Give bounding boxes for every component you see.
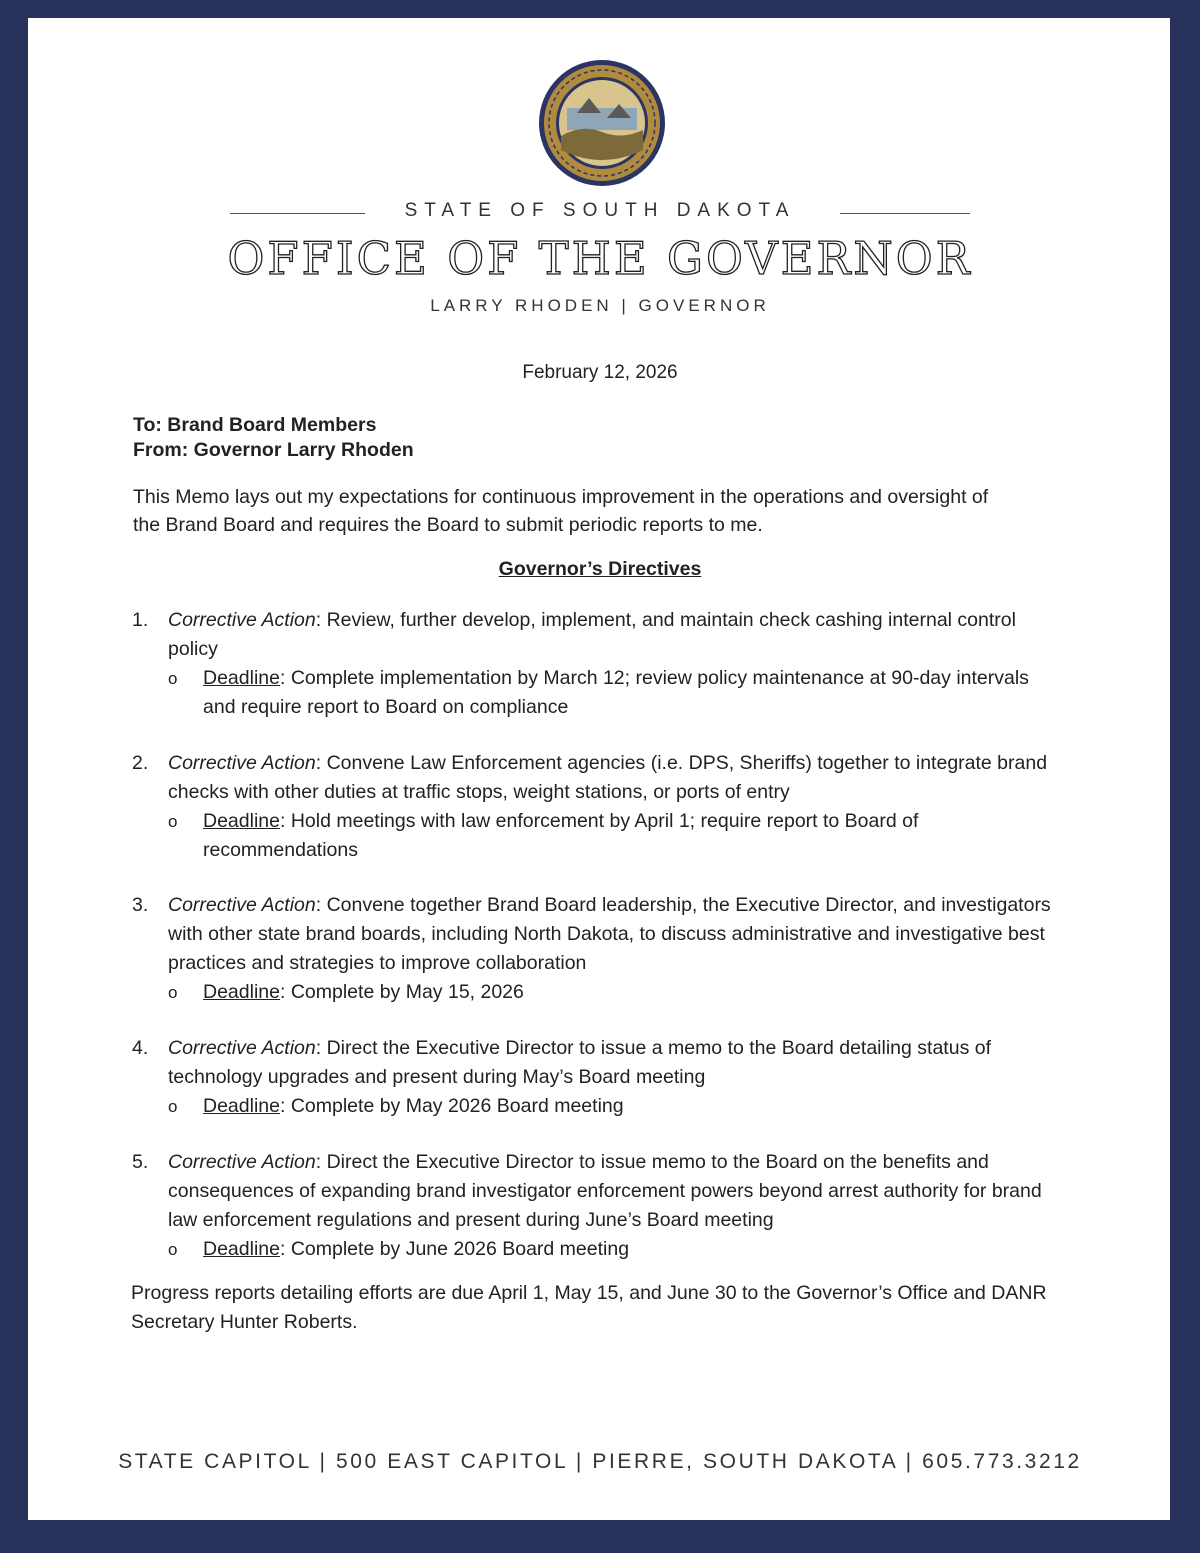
action-text: Direct the Executive Director to issue memo to the Board on the benefits and consequences of expanding brand investigator enforcement powers beyond arrest authority for brand law enforcement regulations and present during June’s Board meeting [168,1151,1042,1231]
action-text: Direct the Executive Director to issue a memo to the Board detailing status of technology upgrades and present during May’s Board meeting [168,1037,991,1088]
action-label: Corrective Action [168,609,316,631]
directive-action: Corrective Action: Convene together Brand Board leadership, the Executive Director, and investigators with other state brand boards, including North Dakota, to discuss administrative and investigative best practices and strategies to improve collaboration [168,894,1051,974]
deadline-label: Deadline [203,1095,280,1117]
action-text: Review, further develop, implement, and maintain check cashing internal control policy [168,609,1016,660]
action-text: Convene Law Enforcement agencies (i.e. DPS, Sheriffs) together to integrate brand checks with other duties at traffic stops, weight stations, or ports of entry [168,752,1048,803]
directive-action: Corrective Action: Direct the Executive Director to issue memo to the Board on the benefits and consequences of expanding brand investigator enforcement powers beyond arrest authority for brand law enforcement regulations and present during June’s Board meeting [168,1151,1042,1231]
bullet-icon: o [168,983,178,1002]
directive-item [132,891,1062,1007]
action-label: Corrective Action [168,1037,316,1059]
state-seal-icon [537,58,667,188]
action-label: Corrective Action [168,894,316,916]
deadline: o Deadline: Complete by May 15, 2026 [168,978,1062,1007]
deadline-text: Complete by May 15, 2026 [290,981,524,1003]
memo-to: To: Brand Board Members [133,414,377,436]
deadline-text: Complete by May 2026 Board meeting [290,1095,624,1117]
bullet-icon: o [168,1097,178,1116]
letterhead-rule-right [840,213,970,214]
deadline-text: Complete implementation by March 12; review policy maintenance at 90-day intervals and require report to Board on compliance [203,667,1029,718]
deadline-label: Deadline [203,981,280,1003]
directive-item [132,1034,1062,1121]
action-text: Convene together Brand Board leadership, the Executive Director, and investigators with other state brand boards, including North Dakota, to discuss administrative and investigative best practices and strategies to improve collaboration [168,894,1051,974]
governor-line: LARRY RHODEN | GOVERNOR [430,296,770,315]
memo-date: February 12, 2026 [522,362,678,383]
directive-number: 2. [132,752,149,774]
action-label: Corrective Action [168,752,316,774]
deadline: o Deadline: Complete implementation by March 12; review policy maintenance at 90-day intervals and require report to Board on compliance [168,664,1062,722]
directive-number: 5. [132,1151,149,1173]
state-name: STATE OF SOUTH DAKOTA [404,200,796,221]
memo-closing: Progress reports detailing efforts are due April 1, May 15, and June 30 to the Governor’s Office and DANR Secretary Hunter Roberts. [131,1282,1047,1333]
memo-intro: This Memo lays out my expectations for continuous improvement in the operations and oversight of the Brand Board and requires the Board to submit periodic reports to me. [133,486,989,536]
deadline-text: Complete by June 2026 Board meeting [290,1238,630,1260]
bullet-icon: o [168,1240,178,1259]
deadline: o Deadline: Complete by May 2026 Board meeting [168,1092,1062,1121]
directive-item [132,606,1062,722]
directive-item [132,1148,1062,1264]
deadline-label: Deadline [203,667,280,689]
directive-action: Corrective Action: Direct the Executive Director to issue a memo to the Board detailing status of technology upgrades and present during May’s Board meeting [168,1037,991,1088]
directive-number: 3. [132,894,149,916]
deadline-label: Deadline [203,810,280,832]
directive-number: 4. [132,1037,149,1059]
footer-address: STATE CAPITOL | 500 EAST CAPITOL | PIERRE, SOUTH DAKOTA | 605.773.3212 [118,1450,1082,1473]
deadline: o Deadline: Complete by June 2026 Board meeting [168,1235,1062,1264]
deadline-text: Hold meetings with law enforcement by April 1; require report to Board of recommendations [203,810,919,861]
memo-from: From: Governor Larry Rhoden [133,439,414,461]
deadline: o Deadline: Hold meetings with law enforcement by April 1; require report to Board of recommendations [168,807,1062,865]
action-label: Corrective Action [168,1151,316,1173]
directive-item [132,749,1062,865]
deadline-label: Deadline [203,1238,280,1260]
directive-number: 1. [132,609,149,631]
directive-action: Corrective Action: Review, further develop, implement, and maintain check cashing internal control policy [168,609,1016,660]
office-title: OFFICE OF THE GOVERNOR [227,232,973,285]
bullet-icon: o [168,812,178,831]
directives-heading: Governor’s Directives [498,558,702,580]
directive-action: Corrective Action: Convene Law Enforcement agencies (i.e. DPS, Sheriffs) together to integrate brand checks with other duties at traffic stops, weight stations, or ports of entry [168,752,1048,803]
bullet-icon: o [168,669,178,688]
